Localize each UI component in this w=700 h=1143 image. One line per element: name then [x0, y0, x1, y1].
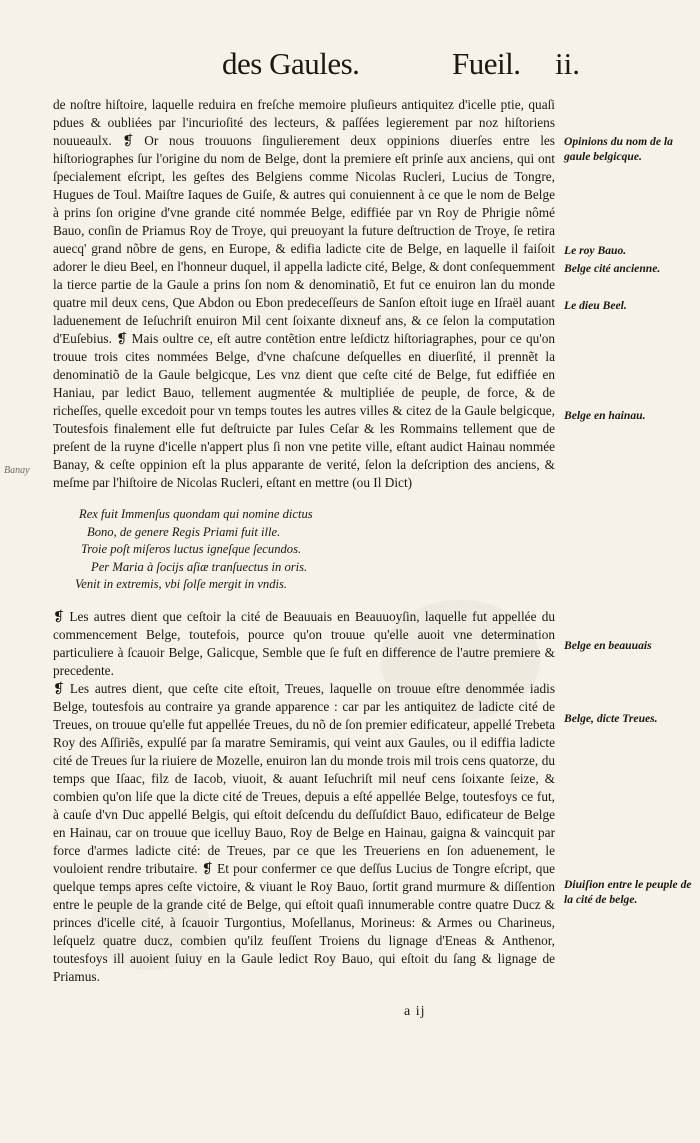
main-text-column — [53, 96, 555, 986]
verse-line: Troie poſt miſeros luctus igneſque ſecundos. — [81, 542, 302, 556]
signature-mark: a ij — [404, 1004, 426, 1019]
verse-line: Bono, de genere Regis Priami fuit ille. — [87, 524, 281, 539]
left-margin-note: Banay — [4, 465, 30, 476]
header-folio-label: Fueil. — [452, 46, 521, 81]
margin-note-belge-ancienne: Belge cité ancienne. — [564, 262, 661, 275]
verse-line: Rex fuit Immenſus quondam qui nomine dictus — [79, 507, 313, 521]
margin-note-roy-bauo: Le roy Bauo. — [564, 244, 627, 257]
paragraph-origin-of-belge: de noſtre hiſtoire, laquelle reduira en freſche memoire pluſieurs antiquitez d'icelle ptie, quaſi pdues & oubliées par l'incurioſité des lecteurs, & paſſées legierement par noz hiſtoriens nouueaulx. ❡ Or nous trouuons ſingulierement deux oppinions diuerſes entre les hiſtoriographes ſur l'origine du nom de Belge, dont la premiere eſt prinſe aux anciens, qui ont ſpecialement eſcript, les geſtes des Belgiens comme Nicolas Rucleri, Lucius de Tongre, Hugues de Toul. Maiſtre Iaques de Guiſe, & autres qui conuiennent à ce que le nom de Belge à prins ſon origine d'vne grande cité nommée Belge, ediffiée par vn Roy de Phrigie nômé Bauo, conſin de Priamus Roy de Troye, qui preuoyant la future deſtruction de Troye, ſe retira auecq' grand nõbre de gens, en Europe, & edifia ladicte cite de Belge, en laquelle il faiſoit adorer le dieu Beel, en l'honneur duquel, il appella ladicte cité, Belge, & dont conſequemment la tierce partie de la Gaule a prins ſon nom & denominatiõ, Et fut ce enuiron lan du monde quatre mil deux cens, Que Abdon ou Ebon predeceſſeurs de Sanſon eſtoit iuge en Iſraël auant laduenement de Ieſuchriſt enuiron Mil cent ſoixante dixneuf ans, & ce ſelon la computation d'Euſebius. ❡ Mais oultre ce, eſt autre contẽtion entre leſdictz hiſtoriagraphes, pour ce qu'on trouue trois cites nommées Belge, d'vne chaſcune deſquelles en diuerſité, il prennẽt la denominatiõ de la Gaule belgicque, Les vnz dient que ceſte cité de Belge, fut ediffiée en Haniau, par ledict Bauo, tellement augmentée & multipliée de peuple, de force, & de richeſſes, quelle excedoit pour vn temps toutes les autres villes & citez de la Gaule belgicque, Toutesfois finalement elle fut deſtruicte par Iules Ceſar & les Rommains tellement que de preſent de la ruyne d'icelle n'appert plus ſi non vne petite ville, eſtant audict Hainau nommée Banay, & ceſte oppinion eſt la plus apparante de verité, ſelon la deſcription des anciens, & meſme par l'hiſtoire de Nicolas Rucleri, eſtant en mettre (ou Il Dict) — [53, 97, 555, 490]
paragraph-beauvais: ❡ Les autres dient que ceſtoir la cité de Beauuais en Beauuoyſin, laquelle fut appellée du commencement Belge, toutefois, pource qu'on trouue qu'elle auoit vne determination particuliere à ſcauoir Belge, Galicque, Semble que ſe fuſt en difference de l'autre premiere & precedente. — [53, 608, 555, 678]
margin-note-opinions: Opinions du nom de la gaule belgicque. — [564, 135, 673, 163]
header-folio-number: ii. — [555, 46, 580, 81]
margin-note-belge-treves: Belge, dicte Treues. — [564, 712, 658, 725]
running-header — [0, 44, 700, 90]
latin-verse — [75, 506, 555, 594]
margin-note-dieu-beel: Le dieu Beel. — [564, 299, 627, 312]
margin-note-belge-beauvais: Belge en beauuais — [564, 639, 652, 652]
verse-line: Venit in extremis, vbi ſolſe mergit in vndis. — [75, 577, 288, 591]
paragraph-treves: ❡ Les autres dient, que ceſte cite eſtoit, Treues, laquelle on trouue eſtre denommée iadis Belge, toutesfois au contraire ya grande apparence : car par les antiquitez de ladicte cité de Treues, on trouue qu'elle fut appellée Treues, du nõ de ſon premier edificateur, appellé Trebeta Roy des Aſſiriẽs, expulſé par ſa maratre Semiramis, qui veint aux Gaules, ou il ediffia ladicte cité de Treues ſur la riuiere de Mozelle, enuiron lan du monde trois mil trois cens quatorze, du temps que Iſaac, filz de Iacob, viuoit, & auant Ieſuchriſt mil neuf cens ſoixante ſeize, & combien qu'on liſe que la dicte cité de Treues, depuis a eſté appellée Belge, toutesfoys ce fut, à cauſe d'vn Duc appellé Belgis, qui eſtoit deſcendu du deſſuſdict Bauo, edificateur de Belge en Hainau, car on trouue que icelluy Bauo, Roy de Belge en Hainau, gaigna & vaincquit par force d'armes ladicte cité: de Treues, par ce que les Treueriens en ſon aduenement, le vouloient rendre tributaire. ❡ Et pour confermer ce que deſſus Lucius de Tongre eſcript, que quelque temps apres ceſte victoire, & viuant le Roy Bauo, ſortit grand murmure & diſſention entre le peuple de la grande cité de Belge, qui eſtoit quaſi innumerable contre quatre Ducz & princes d'icelle cité, à ſcauoir Turgontius, Moſellanus, Morineus: & Armes ou Charineus, leſquelz quatre ducz, combien qu'ilz feuſſent Troiens du lignage d'Eneas & Anthenor, toutesfoys ill auoient ſuiuy en la Gaule ledict Roy Bauo, qui eſtoit du ſang & lignage de Priamus. — [53, 680, 555, 984]
header-title: des Gaules. — [222, 46, 360, 81]
margin-note-belge-hainau: Belge en hainau. — [564, 409, 646, 422]
margin-note-division: Diuiſion entre le peuple de la cité de belge. — [564, 878, 692, 906]
verse-line: Per Maria à ſocijs aſiæ tranſuectus in oris. — [91, 559, 308, 574]
